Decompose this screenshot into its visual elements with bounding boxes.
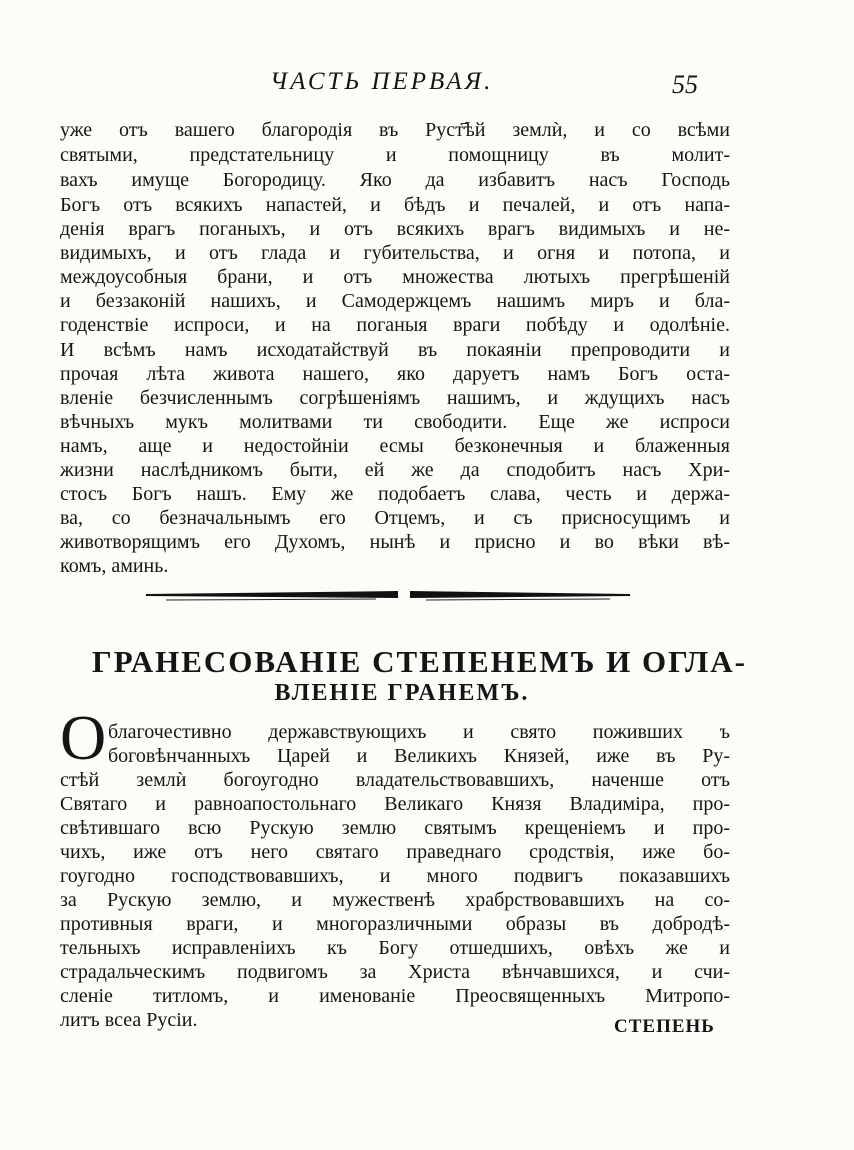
text-line: противныя враги, и многоразличными образы въ добродѣ-	[60, 913, 730, 935]
text-line: свѣтившаго всю Рускую землю святымъ крещеніемъ и про-	[60, 817, 730, 839]
text-line: святыми, предстательницу и помощницу въ молит-	[60, 144, 730, 166]
text-line: гоугодно господствовавшихъ, и много подвигъ показавшихъ	[60, 865, 730, 887]
text-line: видимыхъ, и отъ глада и губительства, и огня и потопа, и	[60, 242, 730, 264]
text-line: И всѣмъ намъ исходатайствуй въ покаяніи препроводити и	[60, 339, 730, 361]
text-line: намъ, аще и недостойніи есмы безконечныя и блаженныя	[60, 435, 730, 457]
text-line: междоусобныя брани, и отъ множества лютыхъ прегрѣшеній	[60, 266, 730, 288]
text-line: чихъ, иже отъ него святаго праведнаго сродствія, иже бо-	[60, 841, 730, 863]
text-line: ва, со безначальнымъ его Отцемъ, и съ присносущимъ и	[60, 507, 730, 529]
text-line: стосъ Богъ нашъ. Ему же подобаетъ слава, честь и держа-	[60, 483, 730, 505]
text-line: прочая лѣта живота нашего, яко даруетъ намъ Богъ оста-	[60, 363, 730, 385]
text-line: денія вpагъ поганыхъ, и отъ всякихъ вpагъ видимыхъ и не-	[60, 218, 730, 240]
text-line: Святаго и равноапостольнаго Великаго Князя Владиміра, про-	[60, 793, 730, 815]
text-line: благочестивно державствующихъ и свято поживших ъ	[108, 721, 730, 743]
section-heading-continuation: ВЛЕНІЕ ГРАНЕМЪ.	[274, 680, 530, 706]
text-line: комъ, аминь.	[60, 555, 169, 577]
page-number: 55	[672, 70, 698, 99]
text-line: Богъ отъ всякихъ напастей, и бѣдъ и печалей, и отъ напа-	[60, 194, 730, 216]
text-line: сленіе титломъ, и именованіе Преосвященныхъ Митропо-	[60, 985, 730, 1007]
text-line: литъ всеа Русіи.	[60, 1009, 198, 1031]
text-line: вѣчныхъ мукъ молитвами ти свободити. Еще же испроси	[60, 411, 730, 433]
catchword: СТЕПЕНЬ	[614, 1016, 715, 1037]
text-line: тельныхъ исправленіихъ къ Богу отшедшихъ, овѣхъ же и	[60, 937, 730, 959]
drop-cap: О	[60, 702, 107, 773]
text-line: страдальческимъ подвигомъ за Христа вѣнчавшихся, и счи-	[60, 961, 730, 983]
text-line: и беззаконій нашихъ, и Самодержцемъ нашимъ миръ и бла-	[60, 290, 730, 312]
text-line: вахъ имуще Богородицу. Яко да избавитъ насъ Господь	[60, 169, 730, 191]
text-line: жизни наслѣдникомъ быти, ей же да сподобитъ насъ Хри-	[60, 459, 730, 481]
ornamental-divider-left	[146, 588, 398, 602]
text-line: уже отъ вашего благородія въ Руст҃ѣй землѝ, и со всѣми	[60, 119, 730, 141]
text-line: вленіе безчисленнымъ согрѣшеніямъ нашимъ, и ждущихъ насъ	[60, 387, 730, 409]
text-line: стѣй землѝ богоугодно владательствовавшихъ, наченше отъ	[60, 769, 730, 791]
running-title: ЧАСТЬ ПЕРВАЯ.	[270, 68, 494, 95]
ornamental-divider-right	[410, 588, 630, 602]
section-heading: ГРАНЕСОВАНІЕ СТЕПЕНЕМЪ И ОГЛА-	[92, 644, 747, 679]
text-line: за Рускую землю, и мужественѣ храбрствовавшихъ на со-	[60, 889, 730, 911]
text-line: боговѣнчанныхъ Царей и Великихъ Князей, иже въ Ру-	[108, 745, 730, 767]
text-line: животворящимъ его Духомъ, нынѣ и присно и во вѣки вѣ-	[60, 531, 730, 553]
text-line: годенствіе испроси, и на поганыя враги побѣду и одолѣніе.	[60, 314, 730, 336]
